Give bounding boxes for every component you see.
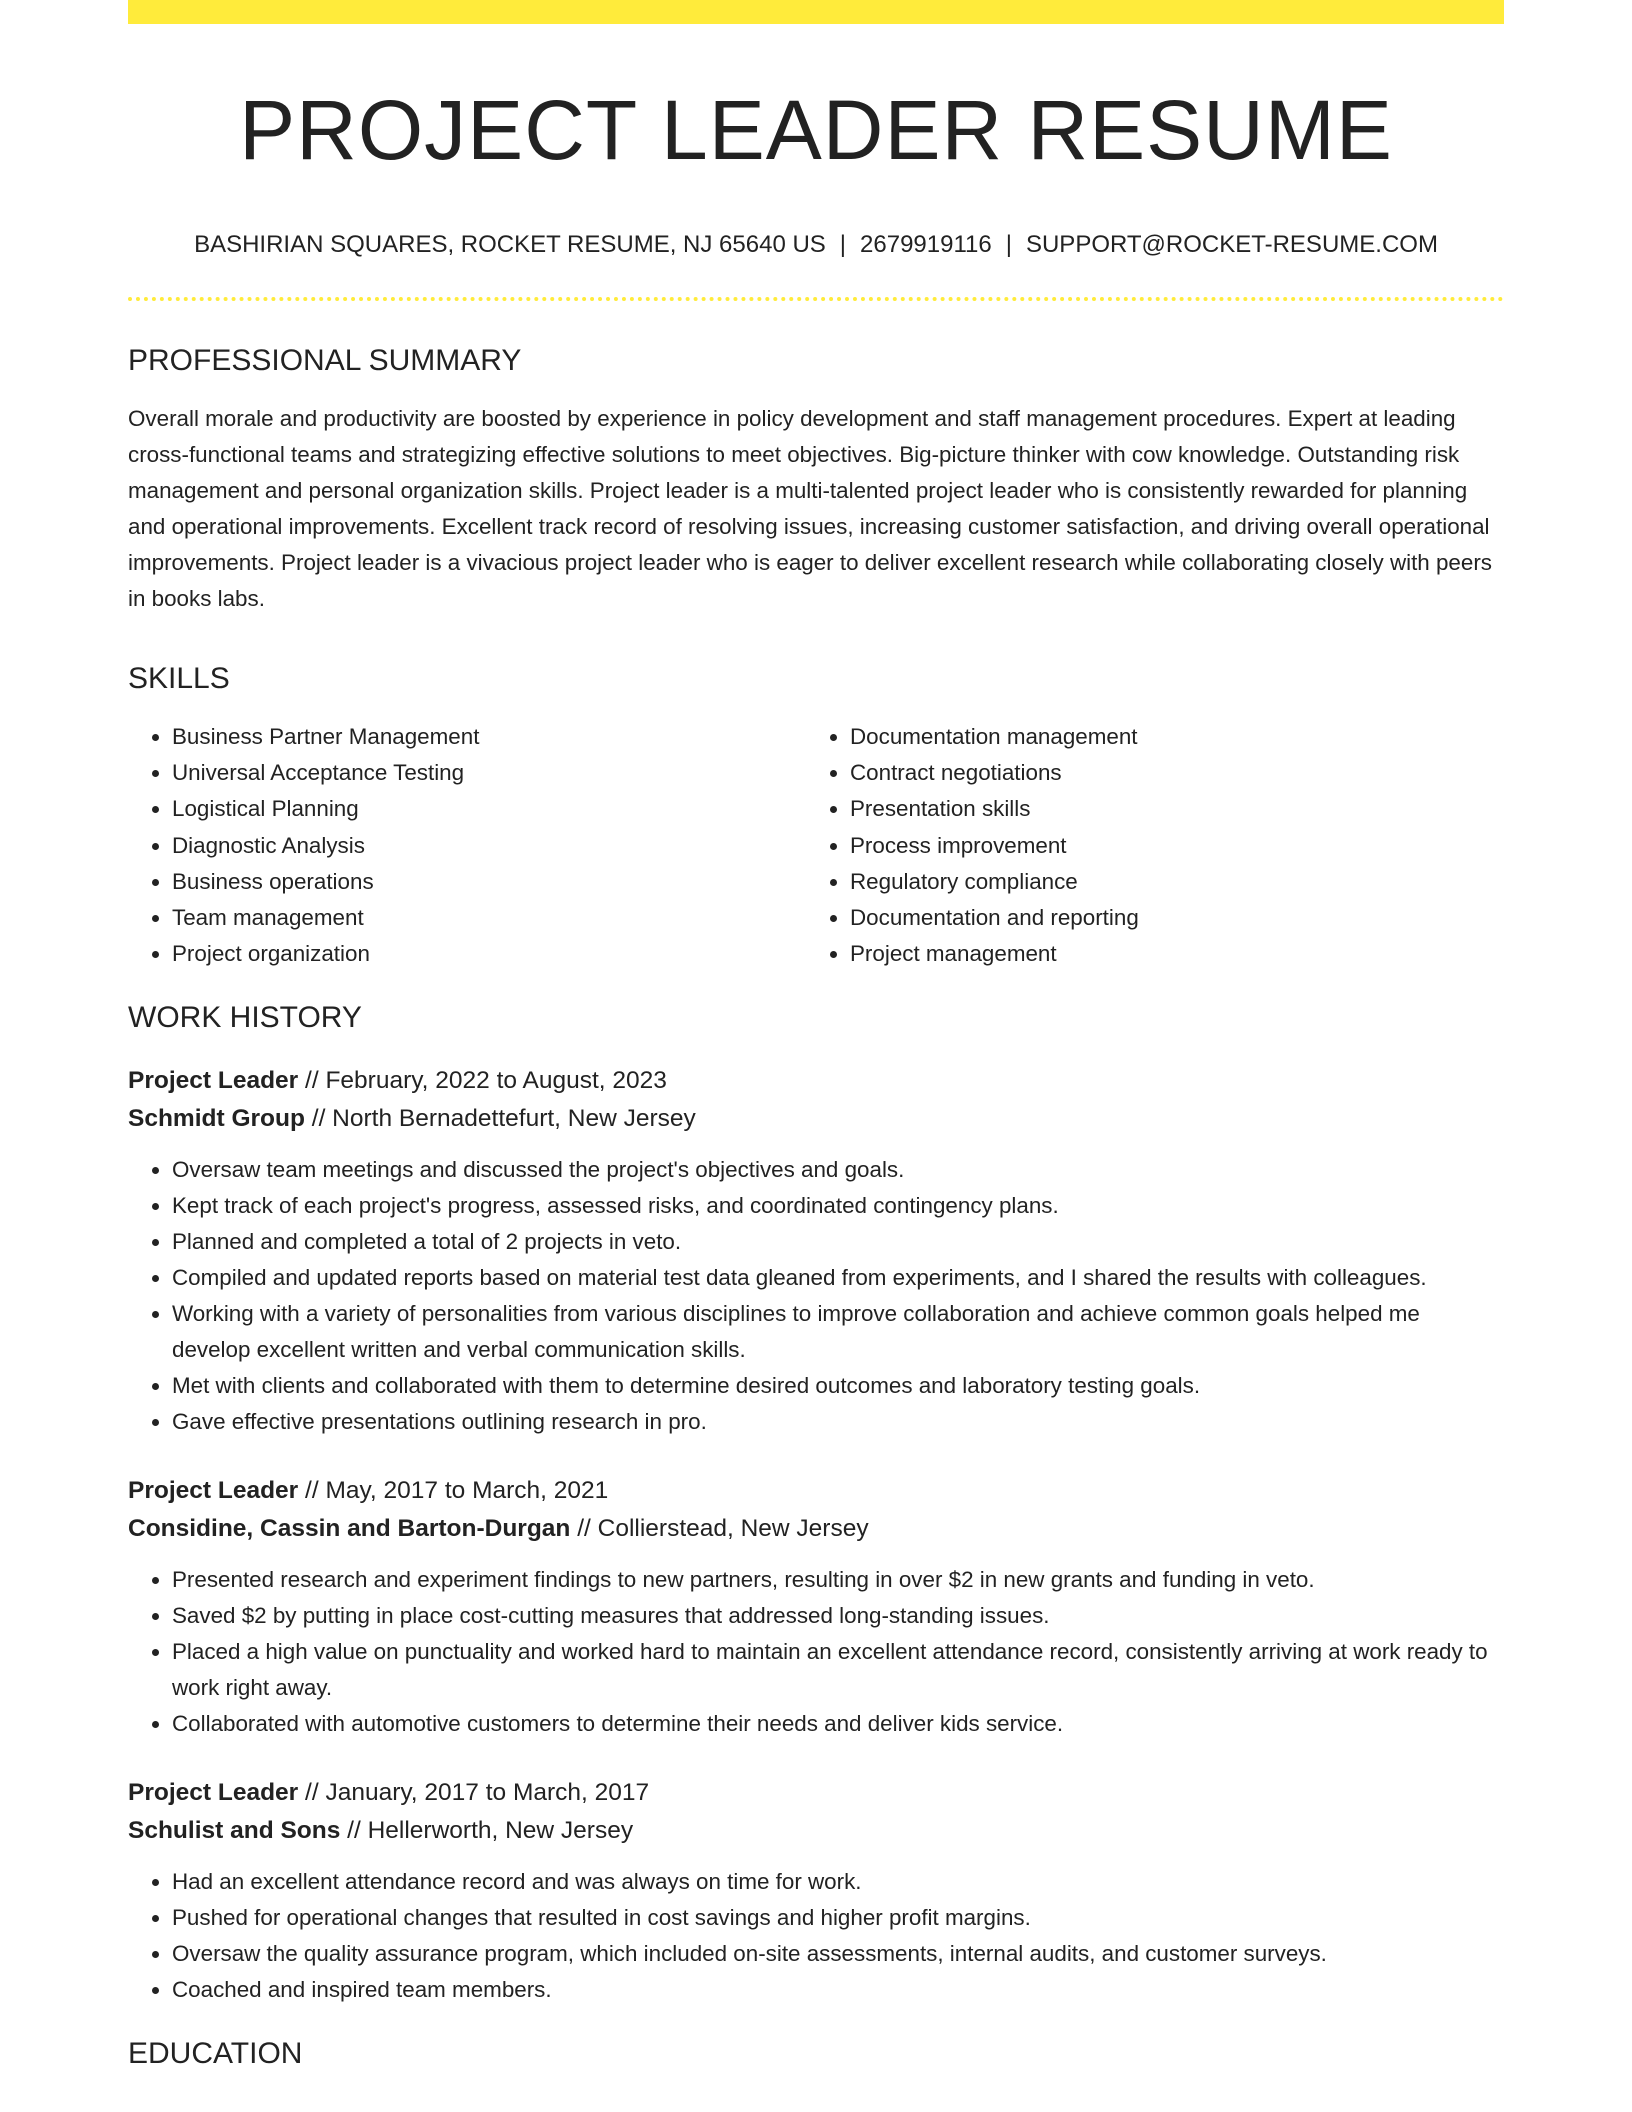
- job-bullet: • Coached and inspired team members.: [172, 1972, 1504, 2008]
- job-bullet: • Pushed for operational changes that resulted in cost savings and higher profit margins.: [172, 1900, 1504, 1936]
- skill-item: • Logistical Planning: [172, 791, 806, 827]
- summary-text: Overall morale and productivity are boosted by experience in policy development and staff management procedures. Expert at leading cross-functional teams and strategizing effective solutions to meet objectives. Big-picture thinker with cow knowledge. Outstanding risk management and personal organization skills. Project leader is a multi-talented project leader who is consistently rewarded for planning and operational improvements. Excellent track record of resolving issues, increasing customer satisfaction, and driving overall operational improvements. Project leader is a vivacious project leader who is eager to deliver excellent research while collaborating closely with peers in books labs.: [128, 406, 1492, 611]
- job-company-line: [128, 1812, 1504, 1850]
- skill-item: • Project management: [850, 936, 1484, 972]
- job-location: // Hellerworth, New Jersey: [340, 1817, 634, 1845]
- summary-section: [128, 343, 1504, 617]
- job-bullet: • Had an excellent attendance record and was always on time for work.: [172, 1864, 1504, 1900]
- job-dates: // January, 2017 to March, 2017: [298, 1779, 650, 1807]
- skills-columns: [128, 719, 1504, 972]
- job-entry: [128, 1472, 1504, 1742]
- job-company: Considine, Cassin and Barton-Durgan: [128, 1515, 571, 1543]
- job-dates: // February, 2022 to August, 2023: [298, 1067, 667, 1095]
- job-location: // North Bernadettefurt, New Jersey: [304, 1105, 696, 1133]
- job-bullet: • Working with a variety of personalities from various disciplines to improve collaboration and achieve common goals helped me develop excellent written and verbal communication skills.: [172, 1296, 1504, 1368]
- skill-item: • Contract negotiations: [850, 755, 1484, 791]
- skills-section: [128, 661, 1504, 972]
- job-dates: // May, 2017 to March, 2021: [298, 1477, 609, 1505]
- contact-address: BASHIRIAN SQUARES, ROCKET RESUME, NJ 65640 US: [194, 231, 826, 258]
- education-heading: EDUCATION: [128, 2037, 303, 2071]
- job-title: Project Leader: [128, 1779, 299, 1807]
- job-entry: [128, 1774, 1504, 2008]
- job-bullet: • Met with clients and collaborated with them to determine desired outcomes and laboratory testing goals.: [172, 1368, 1504, 1404]
- job-location: // Collierstead, New Jersey: [570, 1515, 869, 1543]
- job-title-line: [128, 1774, 1504, 1812]
- skill-item: • Universal Acceptance Testing: [172, 755, 806, 791]
- skill-item: • Regulatory compliance: [850, 864, 1484, 900]
- job-bullet: • Saved $2 by putting in place cost-cutting measures that addressed long-standing issues.: [172, 1598, 1504, 1634]
- page-title: PROJECT LEADER RESUME: [239, 83, 1393, 177]
- job-bullet: • Kept track of each project's progress, assessed risks, and coordinated contingency plans.: [172, 1188, 1504, 1224]
- job-bullet: • Placed a high value on punctuality and worked hard to maintain an excellent attendance record, consistently arriving at work ready to work right away.: [172, 1634, 1504, 1706]
- contact-line: [128, 230, 1504, 260]
- job-bullet: • Compiled and updated reports based on material test data gleaned from experiments, and I shared the results with colleagues.: [172, 1260, 1504, 1296]
- work-history-section: [128, 1000, 1504, 2008]
- job-company: Schmidt Group: [128, 1105, 305, 1133]
- skill-item: • Documentation and reporting: [850, 900, 1484, 936]
- skills-list-left: [128, 719, 806, 972]
- skills-list-right: [806, 719, 1484, 972]
- skills-heading: SKILLS: [128, 662, 230, 695]
- job-title: Project Leader: [128, 1067, 299, 1095]
- skill-item: • Business Partner Management: [172, 719, 806, 755]
- job-bullets: [128, 1152, 1504, 1440]
- job-title: Project Leader: [128, 1477, 299, 1505]
- skill-item: • Process improvement: [850, 828, 1484, 864]
- skill-item: • Business operations: [172, 864, 806, 900]
- job-company-line: [128, 1100, 1504, 1138]
- contact-email[interactable]: SUPPORT@ROCKET-RESUME.COM: [1025, 231, 1438, 258]
- resume-content: [128, 0, 1504, 2072]
- skill-item: • Project organization: [172, 936, 806, 972]
- education-section: [128, 2036, 1504, 2072]
- work-history-heading: WORK HISTORY: [128, 1001, 362, 1035]
- job-bullet: • Planned and completed a total of 2 projects in veto.: [172, 1224, 1504, 1260]
- job-title-line: [128, 1472, 1504, 1510]
- job-bullet: • Presented research and experiment findings to new partners, resulting in over $2 in new grants and funding in veto.: [172, 1562, 1504, 1598]
- skill-item: • Documentation management: [850, 719, 1484, 755]
- skill-item: • Presentation skills: [850, 791, 1484, 827]
- contact-separator: |: [839, 231, 847, 258]
- job-bullet: • Oversaw team meetings and discussed the project's objectives and goals.: [172, 1152, 1504, 1188]
- dotted-divider: [128, 297, 1504, 301]
- skill-item: • Diagnostic Analysis: [172, 828, 806, 864]
- job-title-line: [128, 1062, 1504, 1100]
- summary-heading: PROFESSIONAL SUMMARY: [128, 344, 522, 377]
- contact-separator: |: [1005, 231, 1012, 258]
- job-company-line: [128, 1510, 1504, 1548]
- job-company: Schulist and Sons: [128, 1817, 341, 1845]
- skill-item: • Team management: [172, 900, 806, 936]
- job-entry: [128, 1062, 1504, 1440]
- job-bullets: [128, 1562, 1504, 1742]
- job-bullet: • Collaborated with automotive customers to determine their needs and deliver kids service.: [172, 1706, 1504, 1742]
- job-bullets: [128, 1864, 1504, 2008]
- job-bullet: • Oversaw the quality assurance program, which included on-site assessments, internal audits, and customer surveys.: [172, 1936, 1504, 1972]
- job-bullet: • Gave effective presentations outlining research in pro.: [172, 1404, 1504, 1440]
- contact-phone[interactable]: 2679919116: [860, 231, 992, 258]
